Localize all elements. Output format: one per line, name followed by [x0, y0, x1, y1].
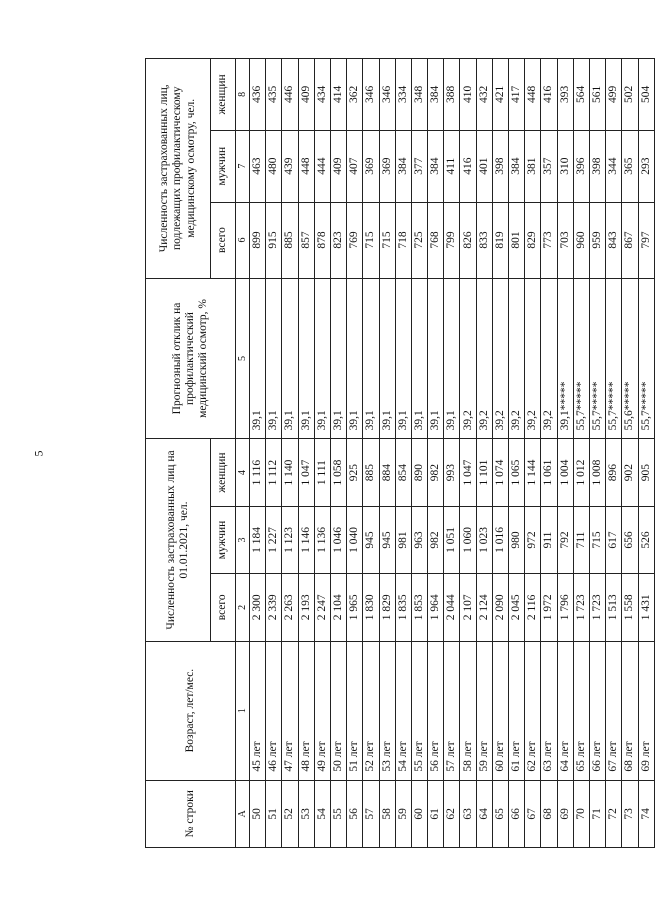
women-cell: 993: [444, 439, 460, 506]
women-cell: 1 101: [476, 439, 492, 506]
subject-women-cell: 421: [492, 59, 508, 131]
subject-total-cell: 959: [589, 202, 605, 278]
subject-women-cell: 409: [298, 59, 314, 131]
women-cell: 896: [606, 439, 622, 506]
row-number-cell: 72: [606, 780, 622, 847]
insured-persons-table: [145, 58, 655, 848]
subject-total-cell: 833: [476, 202, 492, 278]
women-cell: 854: [395, 439, 411, 506]
table-row: [266, 59, 282, 848]
men-cell: 1 016: [492, 506, 508, 573]
men-cell: 1 060: [460, 506, 476, 573]
total-cell: 1 431: [638, 574, 654, 641]
table-row: [622, 59, 638, 848]
row-number-cell: 57: [363, 780, 379, 847]
row-number-cell: 67: [525, 780, 541, 847]
men-cell: 526: [638, 506, 654, 573]
subject-men-cell: 369: [363, 130, 379, 202]
table-row: [347, 59, 363, 848]
table-row: [606, 59, 622, 848]
subject-women-cell: 416: [541, 59, 557, 131]
subject-total-cell: 769: [347, 202, 363, 278]
row-number-cell: 50: [250, 780, 266, 847]
age-cell: 67 лет: [606, 641, 622, 780]
women-cell: 1 008: [589, 439, 605, 506]
row-number-cell: 68: [541, 780, 557, 847]
men-cell: 1 023: [476, 506, 492, 573]
subject-total-cell: 718: [395, 202, 411, 278]
age-cell: 56 лет: [428, 641, 444, 780]
total-cell: 2 116: [525, 574, 541, 641]
subject-men-cell: 310: [557, 130, 573, 202]
age-cell: 66 лет: [589, 641, 605, 780]
subject-women-cell: 561: [589, 59, 605, 131]
subject-men-cell: 398: [492, 130, 508, 202]
column-number: 5: [236, 278, 250, 439]
women-cell: 1 058: [330, 439, 346, 506]
age-cell: 47 лет: [282, 641, 298, 780]
women-cell: 905: [638, 439, 654, 506]
men-cell: 963: [411, 506, 427, 573]
age-cell: 45 лет: [250, 641, 266, 780]
row-number-cell: 62: [444, 780, 460, 847]
subject-women-cell: 362: [347, 59, 363, 131]
women-cell: 1 047: [298, 439, 314, 506]
total-cell: 1 723: [589, 574, 605, 641]
response-rate-cell: 39,1: [266, 278, 282, 439]
subject-men-cell: 480: [266, 130, 282, 202]
subject-total-cell: 829: [525, 202, 541, 278]
subject-men-cell: 444: [314, 130, 330, 202]
women-cell: 1 112: [266, 439, 282, 506]
men-cell: 1 123: [282, 506, 298, 573]
row-number-cell: 64: [476, 780, 492, 847]
age-cell: 59 лет: [476, 641, 492, 780]
women-cell: 1 012: [573, 439, 589, 506]
subject-women-cell: 448: [525, 59, 541, 131]
age-cell: 55 лет: [411, 641, 427, 780]
subject-women-cell: 414: [330, 59, 346, 131]
subject-total-cell: 885: [282, 202, 298, 278]
subject-women-cell: 393: [557, 59, 573, 131]
subject-women-cell: 432: [476, 59, 492, 131]
subject-total-cell: 797: [638, 202, 654, 278]
table-row: [428, 59, 444, 848]
total-cell: 1 972: [541, 574, 557, 641]
table-row: [298, 59, 314, 848]
women-cell: 884: [379, 439, 395, 506]
age-cell: 60 лет: [492, 641, 508, 780]
subject-women-cell: 435: [266, 59, 282, 131]
subject-men-cell: 293: [638, 130, 654, 202]
response-rate-cell: 39,1: [428, 278, 444, 439]
table-row: [557, 59, 573, 848]
men-cell: 1 040: [347, 506, 363, 573]
subject-total-cell: 801: [509, 202, 525, 278]
men-cell: 1 227: [266, 506, 282, 573]
response-rate-cell: 39,1: [298, 278, 314, 439]
age-cell: 49 лет: [314, 641, 330, 780]
subject-women-cell: 564: [573, 59, 589, 131]
total-cell: 2 339: [266, 574, 282, 641]
total-cell: 1 558: [622, 574, 638, 641]
women-cell: 1 116: [250, 439, 266, 506]
row-number-cell: 70: [573, 780, 589, 847]
subject-women-cell: 388: [444, 59, 460, 131]
response-rate-cell: 39,1: [314, 278, 330, 439]
response-rate-cell: 39,1: [330, 278, 346, 439]
age-cell: 46 лет: [266, 641, 282, 780]
row-number-cell: 52: [282, 780, 298, 847]
subject-men-cell: 439: [282, 130, 298, 202]
age-cell: 48 лет: [298, 641, 314, 780]
table-row: [330, 59, 346, 848]
age-cell: 64 лет: [557, 641, 573, 780]
subject-men-cell: 365: [622, 130, 638, 202]
response-rate-cell: 55,6*****: [622, 278, 638, 439]
subject-women-cell: 502: [622, 59, 638, 131]
women-cell: 885: [363, 439, 379, 506]
total-cell: 2 247: [314, 574, 330, 641]
response-rate-cell: 39,2: [492, 278, 508, 439]
men-cell: 1 136: [314, 506, 330, 573]
row-number-cell: 59: [395, 780, 411, 847]
table-row: [250, 59, 266, 848]
women-cell: 982: [428, 439, 444, 506]
subject-total-cell: 725: [411, 202, 427, 278]
response-rate-cell: 39,1: [363, 278, 379, 439]
header-women-2: женщин: [211, 59, 236, 131]
total-cell: 2 107: [460, 574, 476, 641]
subject-men-cell: 384: [428, 130, 444, 202]
age-cell: 51 лет: [347, 641, 363, 780]
women-cell: 1 144: [525, 439, 541, 506]
men-cell: 972: [525, 506, 541, 573]
rotated-table-container: [145, 58, 652, 848]
column-number: 4: [236, 439, 250, 506]
men-cell: 1 051: [444, 506, 460, 573]
row-number-cell: 73: [622, 780, 638, 847]
total-cell: 2 104: [330, 574, 346, 641]
subject-women-cell: 446: [282, 59, 298, 131]
response-rate-cell: 55,7*****: [638, 278, 654, 439]
subject-total-cell: 867: [622, 202, 638, 278]
women-cell: 1 074: [492, 439, 508, 506]
header-men-1: мужчин: [211, 506, 236, 573]
table-row: [379, 59, 395, 848]
header-women-1: женщин: [211, 439, 236, 506]
row-number-cell: 60: [411, 780, 427, 847]
response-rate-cell: 39,1: [444, 278, 460, 439]
table-row: [638, 59, 654, 848]
women-cell: 1 004: [557, 439, 573, 506]
total-cell: 1 796: [557, 574, 573, 641]
subject-men-cell: 463: [250, 130, 266, 202]
subject-total-cell: 773: [541, 202, 557, 278]
header-subject-group: Численность застрахованных лиц, подлежащих профилактическому медицинскому осмотру, чел.: [146, 59, 211, 279]
total-cell: 2 045: [509, 574, 525, 641]
subject-men-cell: 369: [379, 130, 395, 202]
subject-total-cell: 715: [379, 202, 395, 278]
table-row: [395, 59, 411, 848]
header-insured-group: Численность застрахованных лиц на 01.01.2021, чел.: [146, 439, 211, 641]
subject-women-cell: 436: [250, 59, 266, 131]
subject-women-cell: 504: [638, 59, 654, 131]
response-rate-cell: 39,1: [379, 278, 395, 439]
subject-women-cell: 346: [363, 59, 379, 131]
subject-total-cell: 768: [428, 202, 444, 278]
table-row: [492, 59, 508, 848]
subject-men-cell: 377: [411, 130, 427, 202]
men-cell: 945: [379, 506, 395, 573]
subject-men-cell: 416: [460, 130, 476, 202]
subject-total-cell: 715: [363, 202, 379, 278]
total-cell: 1 853: [411, 574, 427, 641]
header-response-rate: Прогнозный отклик на профилактический медицинский осмотр, %: [146, 278, 236, 439]
table-row: [411, 59, 427, 848]
subject-men-cell: 357: [541, 130, 557, 202]
table-row: [573, 59, 589, 848]
total-cell: 2 193: [298, 574, 314, 641]
age-cell: 52 лет: [363, 641, 379, 780]
column-number: 2: [236, 574, 250, 641]
column-number: 6: [236, 202, 250, 278]
subject-total-cell: 960: [573, 202, 589, 278]
women-cell: 1 111: [314, 439, 330, 506]
table-row: [314, 59, 330, 848]
header-men-2: мужчин: [211, 130, 236, 202]
total-cell: 1 513: [606, 574, 622, 641]
age-cell: 65 лет: [573, 641, 589, 780]
men-cell: 911: [541, 506, 557, 573]
response-rate-cell: 39,1: [411, 278, 427, 439]
women-cell: 1 061: [541, 439, 557, 506]
women-cell: 1 140: [282, 439, 298, 506]
total-cell: 2 124: [476, 574, 492, 641]
total-cell: 1 964: [428, 574, 444, 641]
subject-men-cell: 384: [395, 130, 411, 202]
men-cell: 945: [363, 506, 379, 573]
table-row: [525, 59, 541, 848]
row-number-cell: 54: [314, 780, 330, 847]
total-cell: 2 090: [492, 574, 508, 641]
subject-women-cell: 348: [411, 59, 427, 131]
subject-men-cell: 407: [347, 130, 363, 202]
table-row: [589, 59, 605, 848]
table-row: [282, 59, 298, 848]
subject-women-cell: 334: [395, 59, 411, 131]
subject-total-cell: 799: [444, 202, 460, 278]
header-age: Возраст, лет/мес.: [146, 641, 236, 780]
men-cell: 980: [509, 506, 525, 573]
subject-total-cell: 899: [250, 202, 266, 278]
men-cell: 617: [606, 506, 622, 573]
subject-total-cell: 857: [298, 202, 314, 278]
total-cell: 1 829: [379, 574, 395, 641]
men-cell: 1 184: [250, 506, 266, 573]
total-cell: 1 723: [573, 574, 589, 641]
age-cell: 69 лет: [638, 641, 654, 780]
table-row: [541, 59, 557, 848]
header-row-no: № строки: [146, 780, 236, 847]
response-rate-cell: 55,7*****: [589, 278, 605, 439]
men-cell: 711: [573, 506, 589, 573]
men-cell: 715: [589, 506, 605, 573]
response-rate-cell: 39,2: [541, 278, 557, 439]
row-number-cell: 65: [492, 780, 508, 847]
subject-men-cell: 401: [476, 130, 492, 202]
column-number: 3: [236, 506, 250, 573]
table-row: [444, 59, 460, 848]
response-rate-cell: 39,2: [460, 278, 476, 439]
row-number-cell: 63: [460, 780, 476, 847]
subject-men-cell: 398: [589, 130, 605, 202]
response-rate-cell: 39,2: [509, 278, 525, 439]
total-cell: 2 044: [444, 574, 460, 641]
subject-women-cell: 410: [460, 59, 476, 131]
response-rate-cell: 39,1*****: [557, 278, 573, 439]
women-cell: 890: [411, 439, 427, 506]
subject-men-cell: 411: [444, 130, 460, 202]
column-number: 8: [236, 59, 250, 131]
age-cell: 54 лет: [395, 641, 411, 780]
men-cell: 981: [395, 506, 411, 573]
response-rate-cell: 39,2: [525, 278, 541, 439]
table-row: [476, 59, 492, 848]
total-cell: 1 965: [347, 574, 363, 641]
age-cell: 63 лет: [541, 641, 557, 780]
subject-total-cell: 823: [330, 202, 346, 278]
total-cell: 1 830: [363, 574, 379, 641]
response-rate-cell: 39,1: [395, 278, 411, 439]
column-number: 1: [236, 641, 250, 780]
total-cell: 2 263: [282, 574, 298, 641]
subject-total-cell: 826: [460, 202, 476, 278]
row-number-cell: 51: [266, 780, 282, 847]
subject-men-cell: 381: [525, 130, 541, 202]
response-rate-cell: 55,7*****: [606, 278, 622, 439]
subject-men-cell: 396: [573, 130, 589, 202]
subject-total-cell: 703: [557, 202, 573, 278]
subject-women-cell: 417: [509, 59, 525, 131]
response-rate-cell: 55,7*****: [573, 278, 589, 439]
age-cell: 58 лет: [460, 641, 476, 780]
table-row: [509, 59, 525, 848]
subject-total-cell: 843: [606, 202, 622, 278]
header-total-2: всего: [211, 202, 236, 278]
row-number-cell: 55: [330, 780, 346, 847]
subject-men-cell: 409: [330, 130, 346, 202]
response-rate-cell: 39,1: [282, 278, 298, 439]
column-number: 7: [236, 130, 250, 202]
table-row: [363, 59, 379, 848]
men-cell: 1 146: [298, 506, 314, 573]
men-cell: 656: [622, 506, 638, 573]
age-cell: 57 лет: [444, 641, 460, 780]
row-number-cell: 56: [347, 780, 363, 847]
page-number: 5: [31, 450, 46, 457]
men-cell: 982: [428, 506, 444, 573]
subject-women-cell: 499: [606, 59, 622, 131]
row-number-cell: 69: [557, 780, 573, 847]
age-cell: 62 лет: [525, 641, 541, 780]
subject-women-cell: 346: [379, 59, 395, 131]
total-cell: 1 835: [395, 574, 411, 641]
column-number: А: [236, 780, 250, 847]
row-number-cell: 71: [589, 780, 605, 847]
table-row: [460, 59, 476, 848]
subject-men-cell: 344: [606, 130, 622, 202]
subject-total-cell: 915: [266, 202, 282, 278]
age-cell: 50 лет: [330, 641, 346, 780]
women-cell: 1 047: [460, 439, 476, 506]
subject-total-cell: 819: [492, 202, 508, 278]
subject-total-cell: 878: [314, 202, 330, 278]
header-total-1: всего: [211, 574, 236, 641]
response-rate-cell: 39,1: [347, 278, 363, 439]
row-number-cell: 61: [428, 780, 444, 847]
row-number-cell: 66: [509, 780, 525, 847]
age-cell: 53 лет: [379, 641, 395, 780]
women-cell: 902: [622, 439, 638, 506]
row-number-cell: 53: [298, 780, 314, 847]
row-number-cell: 58: [379, 780, 395, 847]
total-cell: 2 300: [250, 574, 266, 641]
subject-women-cell: 434: [314, 59, 330, 131]
subject-men-cell: 384: [509, 130, 525, 202]
response-rate-cell: 39,2: [476, 278, 492, 439]
men-cell: 792: [557, 506, 573, 573]
subject-men-cell: 448: [298, 130, 314, 202]
row-number-cell: 74: [638, 780, 654, 847]
men-cell: 1 046: [330, 506, 346, 573]
women-cell: 1 065: [509, 439, 525, 506]
response-rate-cell: 39,1: [250, 278, 266, 439]
age-cell: 68 лет: [622, 641, 638, 780]
age-cell: 61 лет: [509, 641, 525, 780]
women-cell: 925: [347, 439, 363, 506]
subject-women-cell: 384: [428, 59, 444, 131]
table-body: [250, 59, 655, 848]
column-number-row: [236, 59, 250, 848]
